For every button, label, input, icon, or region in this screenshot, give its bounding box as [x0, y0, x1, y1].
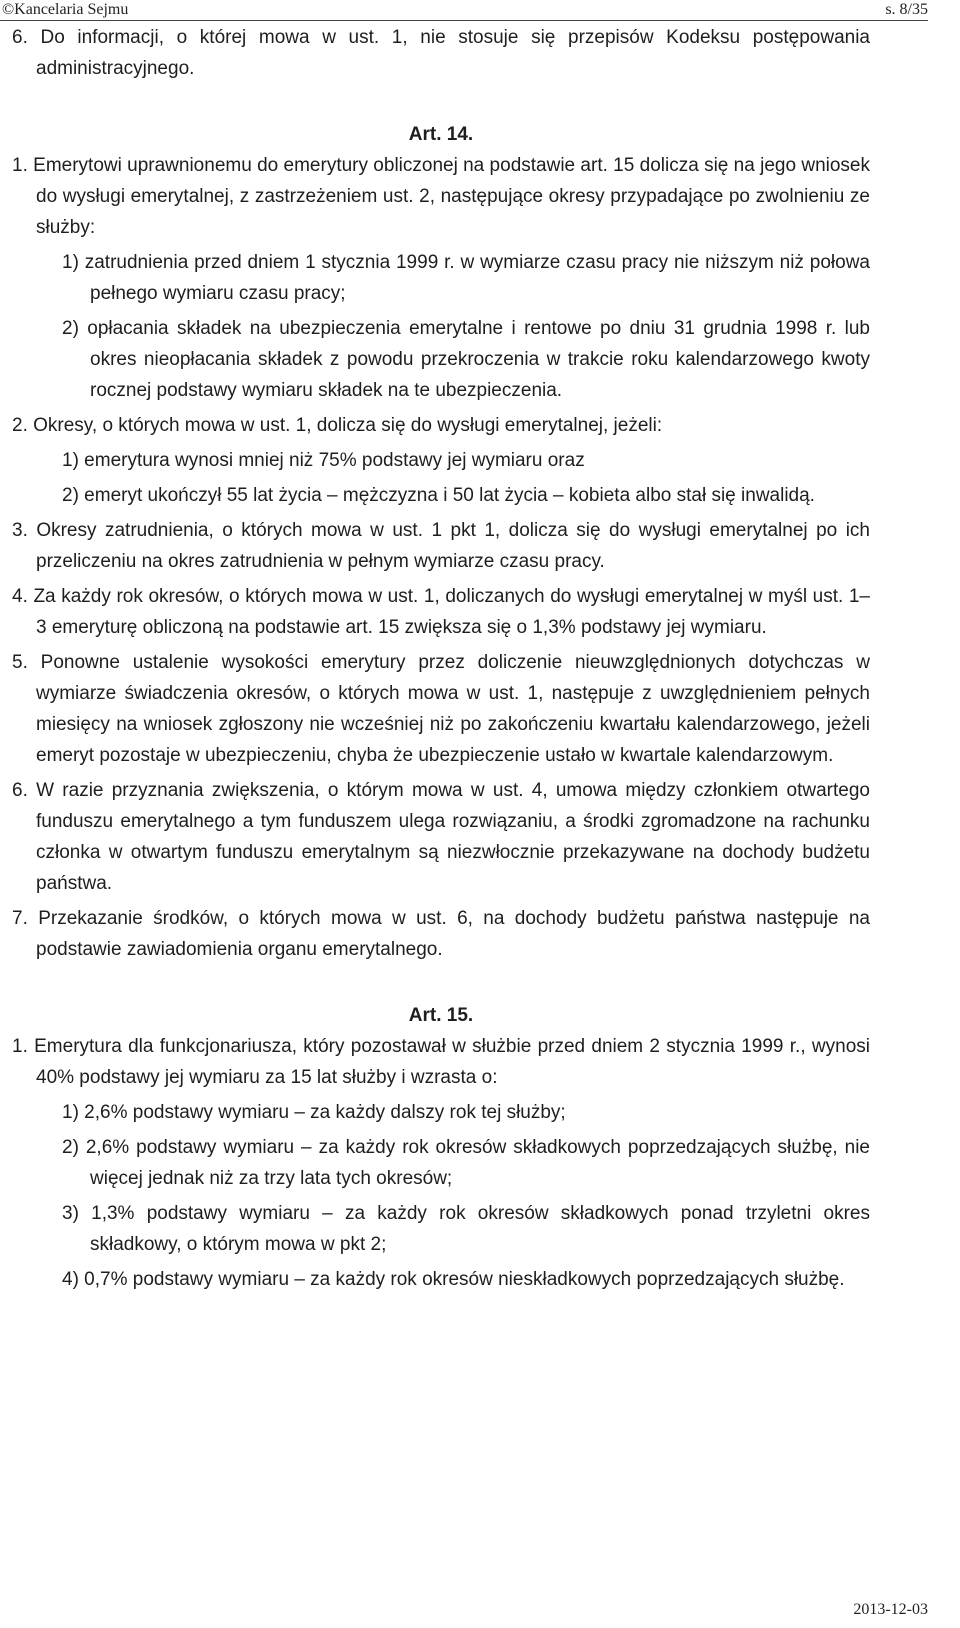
- list-item: 1) zatrudnienia przed dniem 1 stycznia 1999 r. w wymiarze czasu pracy nie niższym niż połowa pełnego wymiaru czasu pracy;: [62, 252, 870, 304]
- document-date: 2013-12-03: [853, 1601, 928, 1618]
- paragraph: 3. Okresy zatrudnienia, o których mowa w ust. 1 pkt 1, dolicza się do wysługi emerytalnej po ich przeliczeniu na okres zatrudnienia w pełnym wymiarze czasu pracy.: [12, 520, 870, 572]
- list-item: 1) emerytura wynosi mniej niż 75% podstawy jej wymiaru oraz: [62, 450, 585, 471]
- list-item: 4) 0,7% podstawy wymiaru – za każdy rok okresów nieskładkowych poprzedzających służbę.: [62, 1269, 845, 1290]
- paragraph-gap: [12, 969, 870, 1000]
- page-number: s. 8/35: [885, 1, 928, 18]
- list-item: 2) emeryt ukończył 55 lat życia – mężczyzna i 50 lat życia – kobieta albo stał się inwalidą.: [62, 485, 815, 506]
- header-rule: [0, 20, 928, 21]
- paragraph: 4. Za każdy rok okresów, o których mowa w ust. 1, doliczanych do wysługi emerytalnej w myśl ust. 1–3 emeryturę obliczoną na podstawie art. 15 zwiększa się o 1,3% podstawy jej wymiaru.: [12, 586, 870, 638]
- page-header: [0, 0, 960, 22]
- paragraph: 6. W razie przyznania zwiększenia, o którym mowa w ust. 4, umowa między członkiem otwartego funduszu emerytalnego a tym funduszem ulega rozwiązaniu, a środki zgromadzone na rachunku członka w otwartym funduszu emerytalnym są niezwłocznie przekazywane na dochody budżetu państwa.: [12, 780, 870, 894]
- paragraph-gap: [12, 88, 870, 119]
- list-item: 2) opłacania składek na ubezpieczenia emerytalne i rentowe po dniu 31 grudnia 1998 r. lub okres nieopłacania składek z powodu przekroczenia w trakcie roku kalendarzowego kwoty rocznej podstawy wymiaru składek na te ubezpieczenia.: [62, 318, 870, 401]
- paragraph: 5. Ponowne ustalenie wysokości emerytury przez doliczenie nieuwzględnionych dotychczas w wymiarze świadczenia okresów, o których mowa w ust. 1, następuje z uwzględnieniem pełnych miesięcy na wniosek zgłoszony nie wcześniej niż po zakończeniu kwartału kalendarzowego, jeżeli emeryt pozostaje w ubezpieczeniu, chyba że ubezpieczenie ustało w kwartale kalendarzowym.: [12, 652, 870, 766]
- paragraph: 1. Emerytura dla funkcjonariusza, który pozostawał w służbie przed dniem 2 stycznia 1999 r., wynosi 40% podstawy jej wymiaru za 15 lat służby i wzrasta o:: [12, 1036, 870, 1088]
- list-item: 2) 2,6% podstawy wymiaru – za każdy rok okresów składkowych poprzedzających służbę, nie więcej jednak niż za trzy lata tych okresów;: [62, 1137, 870, 1189]
- article-heading: Art. 15.: [408, 1005, 474, 1026]
- paragraph: 2. Okresy, o których mowa w ust. 1, dolicza się do wysługi emerytalnej, jeżeli:: [12, 415, 663, 436]
- paragraph: 6. Do informacji, o której mowa w ust. 1, nie stosuje się przepisów Kodeksu postępowania administracyjnego.: [12, 27, 870, 79]
- paragraph: 7. Przekazanie środków, o których mowa w ust. 6, na dochody budżetu państwa następuje na podstawie zawiadomienia organu emerytalnego.: [12, 908, 870, 960]
- list-item: 3) 1,3% podstawy wymiaru – za każdy rok okresów składkowych ponad trzyletni okres składkowy, o którym mowa w pkt 2;: [62, 1203, 870, 1255]
- document-body: [12, 22, 870, 1299]
- list-item: 1) 2,6% podstawy wymiaru – za każdy dalszy rok tej służby;: [62, 1102, 566, 1123]
- paragraph: 1. Emerytowi uprawnionemu do emerytury obliczonej na podstawie art. 15 dolicza się na jego wniosek do wysługi emerytalnej, z zastrzeżeniem ust. 2, następujące okresy przypadające po zwolnieniu ze służby:: [12, 155, 870, 238]
- copyright-label: ©Kancelaria Sejmu: [2, 1, 129, 18]
- article-heading: Art. 14.: [408, 124, 474, 145]
